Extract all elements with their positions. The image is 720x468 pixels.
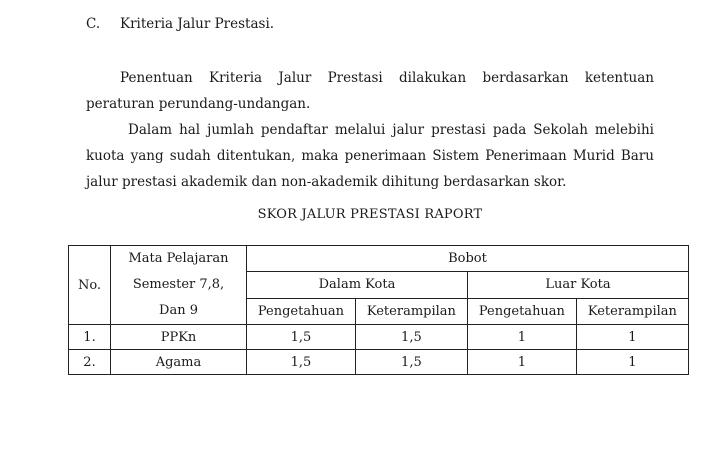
- cell-no: 2.: [69, 350, 111, 375]
- cell-dk-keterampilan: 1,5: [355, 350, 467, 375]
- section-title: Kriteria Jalur Prestasi.: [120, 16, 275, 32]
- header-subject-line-1: Mata Pelajaran: [128, 251, 229, 266]
- cell-subject: Agama: [111, 350, 247, 375]
- cell-lk-keterampilan: 1: [576, 325, 688, 350]
- cell-dk-pengetahuan: 1,5: [247, 350, 356, 375]
- header-dk-pengetahuan: Pengetahuan: [247, 298, 356, 324]
- section-number: C.: [86, 16, 101, 32]
- score-table: [68, 245, 689, 375]
- header-dalam-kota: Dalam Kota: [247, 272, 468, 298]
- table-row: [69, 325, 689, 350]
- cell-lk-pengetahuan: 1: [467, 350, 576, 375]
- table-row: [69, 350, 689, 375]
- header-luar-kota: Luar Kota: [467, 272, 688, 298]
- header-subject-line-2: Semester 7,8,: [132, 277, 225, 292]
- cell-dk-pengetahuan: 1,5: [247, 325, 356, 350]
- table-caption: SKOR JALUR PRESTASI RAPORT: [257, 207, 483, 222]
- header-subject: [111, 246, 247, 325]
- section-heading: [86, 16, 274, 32]
- header-subject-line-3: Dan 9: [159, 303, 198, 318]
- paragraph-quota: Dalam hal jumlah pendaftar melalui jalur prestasi pada Sekolah melebihi kuota yang sudah ditentukan, maka penerimaan Sistem Penerimaan Murid Baru jalur prestasi akademik dan non-akademik dihitung berdasarkan skor.: [86, 122, 654, 190]
- header-dk-keterampilan: Keterampilan: [355, 298, 467, 324]
- cell-dk-keterampilan: 1,5: [355, 325, 467, 350]
- table-header-row: [69, 246, 689, 272]
- header-no: No.: [69, 246, 111, 325]
- cell-lk-keterampilan: 1: [576, 350, 688, 375]
- paragraph-criteria: Penentuan Kriteria Jalur Prestasi dilakukan berdasarkan ketentuan peraturan perundang-undangan.: [86, 70, 654, 112]
- cell-lk-pengetahuan: 1: [467, 325, 576, 350]
- header-bobot: Bobot: [247, 246, 689, 272]
- header-lk-pengetahuan: Pengetahuan: [467, 298, 576, 324]
- cell-no: 1.: [69, 325, 111, 350]
- cell-subject: PPKn: [111, 325, 247, 350]
- header-lk-keterampilan: Keterampilan: [576, 298, 688, 324]
